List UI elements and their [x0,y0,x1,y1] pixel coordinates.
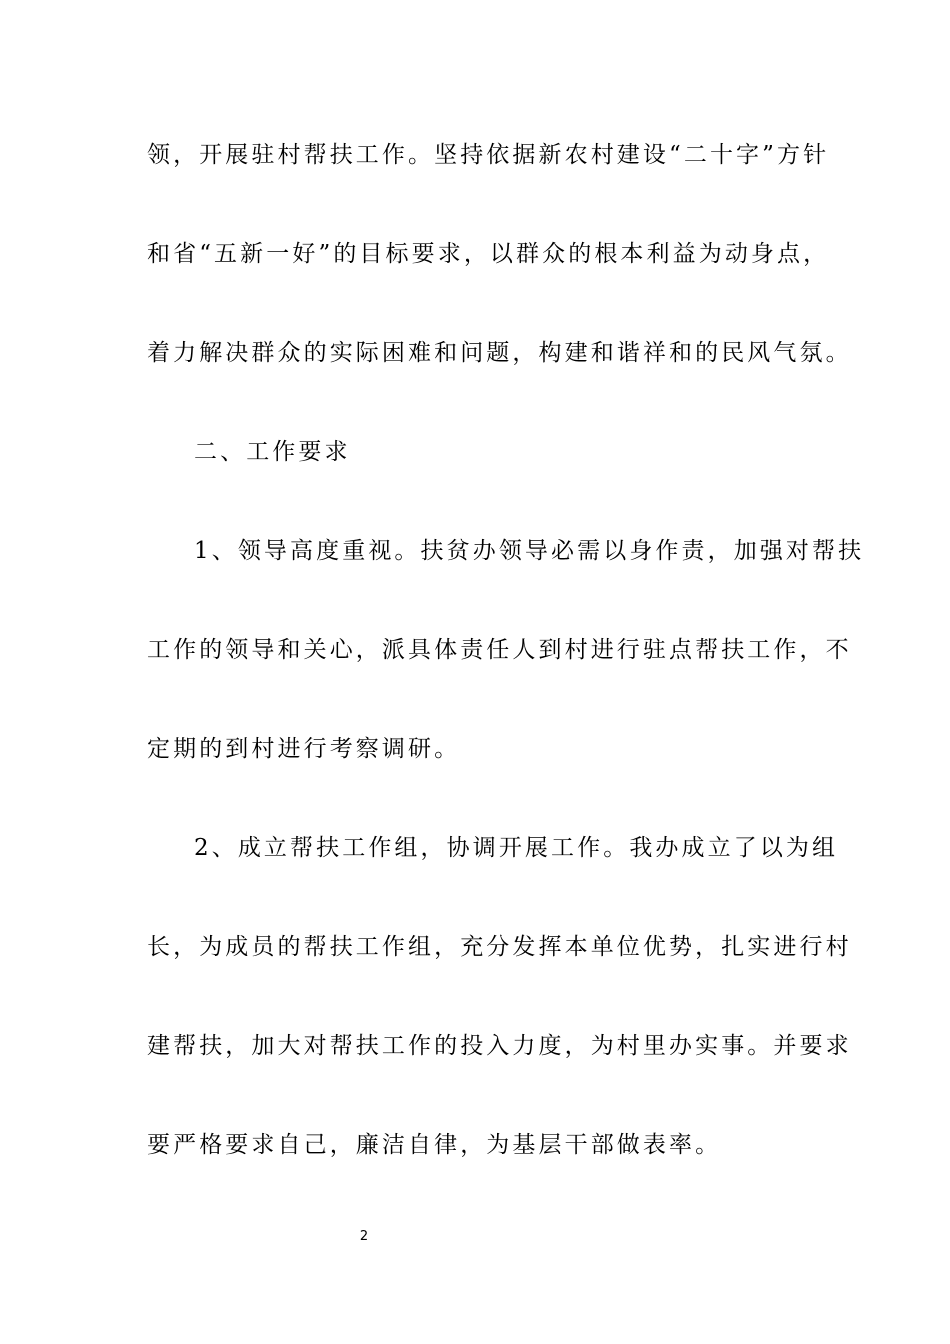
paragraph-line: 工作的领导和关心，派具体责任人到村进行驻点帮扶工作，不 [147,637,852,663]
paragraph-line: 领，开展驻村帮扶工作。坚持依据新农村建设“二十字”方针 [147,142,830,168]
paragraph-line: 和省“五新一好”的目标要求，以群众的根本利益为动身点， [147,241,830,267]
paragraph-line: 定期的到村进行考察调研。 [147,736,461,762]
paragraph-line: 要严格要求自己，廉洁自律，为基层干部做表率。 [147,1132,722,1158]
paragraph-line: 建帮扶，加大对帮扶工作的投入力度，为村里办实事。并要求 [147,1033,852,1059]
section-heading: 二、工作要求 [194,439,351,465]
paragraph-line: 着力解决群众的实际困难和问题，构建和谐祥和的民风气氛。 [147,340,852,366]
paragraph-line: 2、成立帮扶工作组，协调开展工作。我办成立了以为组 [194,835,839,861]
paragraph-line: 1、领导高度重视。扶贫办领导必需以身作责，加强对帮扶 [194,538,865,564]
page-number: 2 [359,1229,369,1244]
paragraph-line: 长，为成员的帮扶工作组，充分发挥本单位优势，扎实进行村 [147,934,852,960]
